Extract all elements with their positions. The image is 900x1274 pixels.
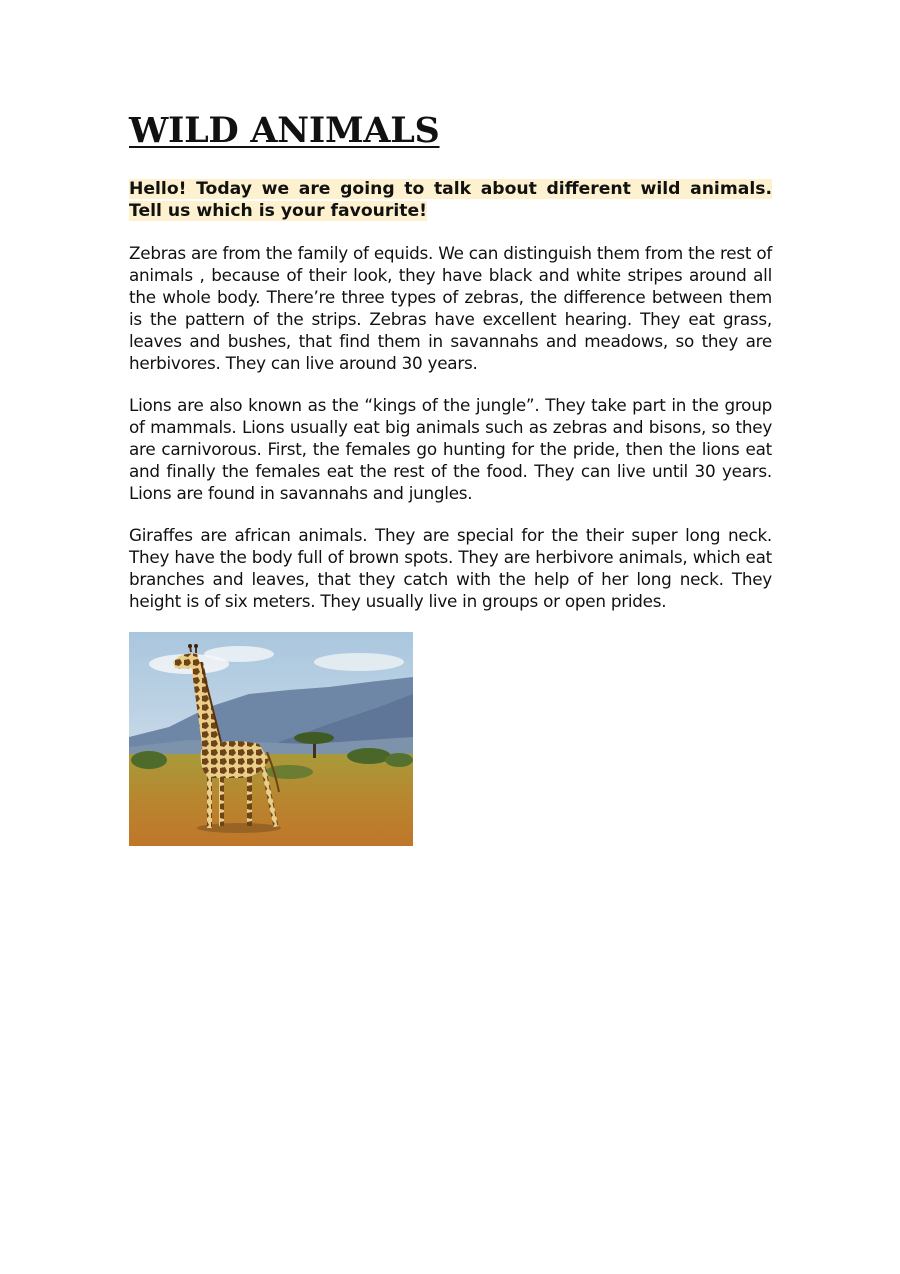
paragraph-zebras: Zebras are from the family of equids. We can distinguish them from the rest of animals , because of their look, they have black and white stripes around all the whole body. There’re three types of zebras, the difference between them is the pattern of the strips. Zebras have excellent hearing. They eat grass, leaves and bushes, that find them in savannahs and meadows, so they are herbivores. They can live around 30 years. [129, 243, 772, 373]
intro-text: Hello! Today we are going to talk about different wild animals. Tell us which is your favourite! [129, 179, 772, 221]
intro-highlight [129, 178, 772, 222]
document-page [129, 108, 772, 846]
paragraph-giraffes: Giraffes are african animals. They are special for the their super long neck. They have the body full of brown spots. They are herbivore animals, which eat branches and leaves, that they catch with the help of her long neck. They height is of six meters. They usually live in groups or open prides. [129, 525, 772, 611]
page-title: WILD ANIMALS [129, 110, 440, 151]
giraffe-photo [129, 632, 413, 846]
paragraph-lions: Lions are also known as the “kings of the jungle”. They take part in the group of mammals. Lions usually eat big animals such as zebras and bisons, so they are carnivorous. First, the females go hunting for the pride, then the lions eat and finally the females eat the rest of the food. They can live until 30 years. Lions are found in savannahs and jungles. [129, 395, 772, 503]
